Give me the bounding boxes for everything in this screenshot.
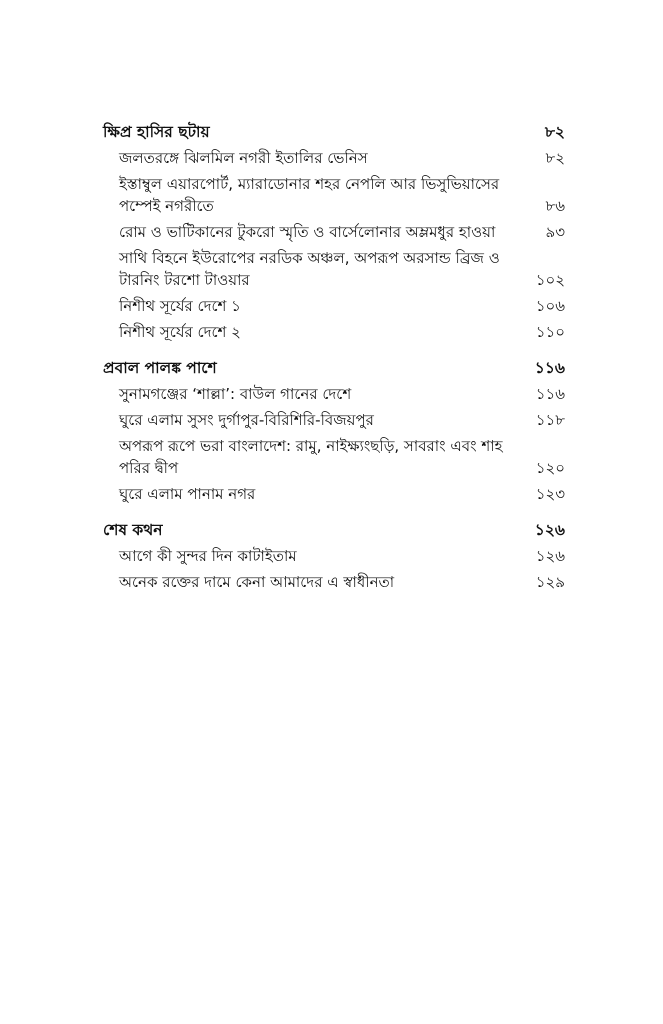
entry-title: সুনামগঞ্জের ‘শাল্লা’: বাউল গানের দেশে bbox=[119, 385, 352, 403]
toc-entry bbox=[103, 571, 565, 593]
entry-title: অনেক রক্তের দামে কেনা আমাদের এ স্বাধীনতা bbox=[119, 573, 395, 591]
toc-entry bbox=[103, 147, 565, 169]
toc-entry bbox=[103, 247, 565, 291]
entry-title: নিশীথ সূর্যের দেশে ২ bbox=[119, 323, 241, 341]
section-page-number: ১২৬ bbox=[534, 521, 565, 539]
entry-page-number: ৮৬ bbox=[545, 197, 565, 215]
toc-entry bbox=[103, 483, 565, 505]
entry-title: সাথি বিহনে ইউরোপের নরডিক অঞ্চল, অপরূপ অরসান্ড ব্রিজ ও টারনিং টরশো টাওয়ার bbox=[119, 249, 500, 289]
section-page-number: ১১৬ bbox=[534, 359, 565, 377]
toc-section bbox=[103, 121, 565, 343]
entry-page-number: ১২৩ bbox=[535, 485, 565, 503]
section-title: ক্ষিপ্র হাসির ছটায় bbox=[103, 123, 210, 141]
toc-entry bbox=[103, 221, 565, 243]
toc-entry bbox=[103, 545, 565, 567]
entry-title: নিশীথ সূর্যের দেশে ১ bbox=[119, 297, 241, 315]
section-title: শেষ কথন bbox=[103, 521, 163, 539]
entry-page-number: ১২০ bbox=[535, 459, 565, 477]
entry-title: আগে কী সুন্দর দিন কাটাইতাম bbox=[119, 547, 297, 565]
toc-entry bbox=[103, 173, 565, 217]
section-title: প্রবাল পালঙ্ক পাশে bbox=[103, 359, 217, 377]
entry-title: ইস্তাম্বুল এয়ারপোর্ট, ম্যারাডোনার শহর নেপলি আর ভিসুভিয়াসের পম্পেই নগরীতে bbox=[119, 175, 500, 215]
toc-section bbox=[103, 357, 565, 505]
entry-page-number: ১২৬ bbox=[535, 547, 565, 565]
entry-title: জলতরঙ্গে ঝিলমিল নগরী ইতালির ভেনিস bbox=[119, 149, 368, 167]
entry-page-number: ১১০ bbox=[535, 323, 565, 341]
entry-page-number: ৯৩ bbox=[545, 223, 565, 241]
entry-page-number: ৮২ bbox=[545, 149, 565, 167]
toc-entry bbox=[103, 383, 565, 405]
toc-entry bbox=[103, 409, 565, 431]
section-heading bbox=[103, 121, 565, 143]
entry-title: রোম ও ভাটিকানের টুকরো স্মৃতি ও বার্সেলোনার অম্লমধুর হাওয়া bbox=[119, 223, 496, 241]
toc-entry bbox=[103, 295, 565, 317]
entry-page-number: ১১৬ bbox=[535, 385, 565, 403]
section-page-number: ৮২ bbox=[544, 123, 565, 141]
section-heading bbox=[103, 519, 565, 541]
entry-title: অপরূপ রূপে ভরা বাংলাদেশ: রামু, নাইক্ষ্যংছড়ি, সাবরাং এবং শাহ পরির দ্বীপ bbox=[119, 437, 503, 477]
toc-entry bbox=[103, 321, 565, 343]
entry-page-number: ১২৯ bbox=[535, 573, 565, 591]
entry-page-number: ১১৮ bbox=[535, 411, 565, 429]
entry-title: ঘুরে এলাম পানাম নগর bbox=[119, 485, 256, 503]
entry-page-number: ১০৬ bbox=[535, 297, 565, 315]
entry-title: ঘুরে এলাম সুসং দুর্গাপুর-বিরিশিরি-বিজয়পুর bbox=[119, 411, 374, 429]
entry-page-number: ১০২ bbox=[535, 271, 565, 289]
table-of-contents bbox=[103, 121, 565, 607]
section-heading bbox=[103, 357, 565, 379]
toc-section bbox=[103, 519, 565, 593]
toc-entry bbox=[103, 435, 565, 479]
